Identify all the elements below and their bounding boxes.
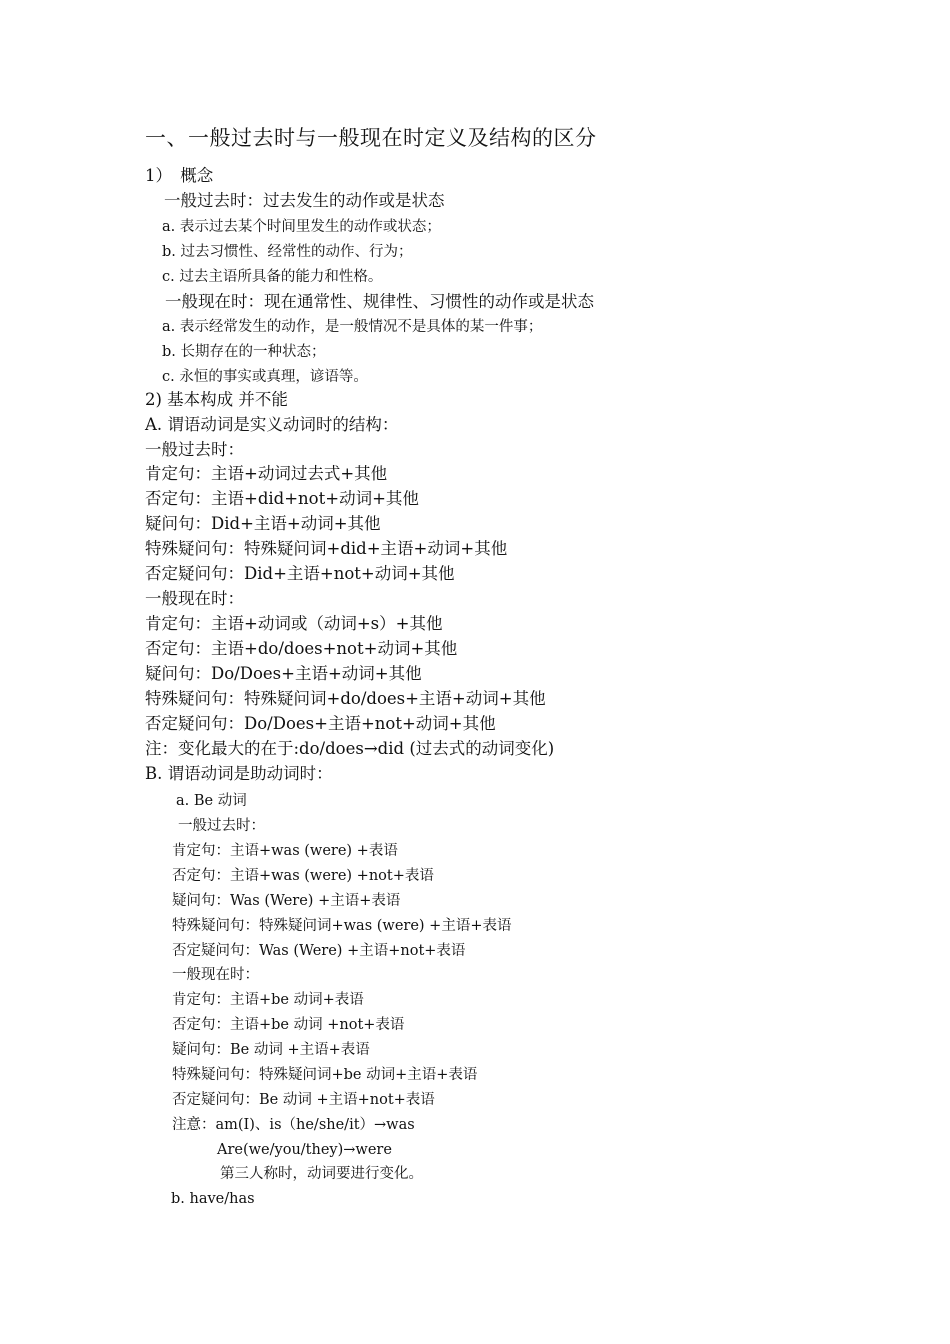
text-line: 一般现在时： <box>172 967 259 983</box>
text-line: 一般过去时：过去发生的动作或是状态 <box>164 191 445 210</box>
text-line: 肯定句：主语+was (were) +表语 <box>172 843 398 859</box>
text-line: B. 谓语动词是助动词时： <box>145 764 333 783</box>
text-line: 2) 基本构成 并不能 <box>145 390 288 409</box>
text-line: 否定疑问句：Be 动词 +主语+not+表语 <box>172 1092 435 1108</box>
text-line: b. 过去习惯性、经常性的动作、行为； <box>162 244 413 260</box>
text-line: a. 表示过去某个时间里发生的动作或状态； <box>162 219 441 235</box>
text-line: c. 过去主语所具备的能力和性格。 <box>162 269 383 285</box>
text-line: 否定句：主语+was (were) +not+表语 <box>172 868 434 884</box>
text-line: 一般过去时： <box>178 818 265 834</box>
text-line: 肯定句：主语+be 动词+表语 <box>172 992 364 1008</box>
text-line: a. Be 动词 <box>176 793 247 809</box>
section-title: 一、一般过去时与一般现在时定义及结构的区分 <box>145 126 597 150</box>
text-line: Are(we/you/they)→were <box>217 1142 392 1158</box>
text-line: 否定疑问句：Do/Does+主语+not+动词+其他 <box>145 714 496 733</box>
text-line: 肯定句：主语+动词过去式+其他 <box>145 464 388 483</box>
text-line: 特殊疑问句：特殊疑问词+was (were) +主语+表语 <box>172 918 512 934</box>
text-line: a. 表示经常发生的动作，是一般情况不是具体的某一件事； <box>162 319 543 335</box>
text-line: 第三人称时，动词要进行变化。 <box>220 1166 423 1182</box>
text-line: 否定句：主语+did+not+动词+其他 <box>145 489 419 508</box>
text-line: 特殊疑问句：特殊疑问词+did+主语+动词+其他 <box>145 539 508 558</box>
text-line: 疑问句：Did+主语+动词+其他 <box>145 514 381 533</box>
text-line: 一般过去时： <box>145 440 244 459</box>
text-line: 疑问句：Be 动词 +主语+表语 <box>172 1042 370 1058</box>
text-line: 一般现在时：现在通常性、规律性、习惯性的动作或是状态 <box>165 292 594 311</box>
text-line: 肯定句：主语+动词或（动词+s）+其他 <box>145 614 443 633</box>
text-line: 否定疑问句：Did+主语+not+动词+其他 <box>145 564 455 583</box>
text-line: b. 长期存在的一种状态； <box>162 344 326 360</box>
text-line: A. 谓语动词是实义动词时的结构： <box>145 415 399 434</box>
text-line: 一般现在时： <box>145 589 244 608</box>
text-line: 否定句：主语+be 动词 +not+表语 <box>172 1017 405 1033</box>
text-line: 疑问句：Was (Were) +主语+表语 <box>172 893 401 909</box>
text-line: 否定疑问句：Was (Were) +主语+not+表语 <box>172 943 466 959</box>
text-line: b. have/has <box>171 1191 255 1207</box>
text-line: 特殊疑问句：特殊疑问词+be 动词+主语+表语 <box>172 1067 478 1083</box>
text-line: 注：变化最大的在于:do/does→did (过去式的动词变化) <box>145 739 555 758</box>
text-line: 疑问句：Do/Does+主语+动词+其他 <box>145 664 422 683</box>
text-line: 特殊疑问句：特殊疑问词+do/does+主语+动词+其他 <box>145 689 546 708</box>
text-line: c. 永恒的事实或真理，谚语等。 <box>162 369 368 385</box>
text-line: 否定句：主语+do/does+not+动词+其他 <box>145 639 458 658</box>
text-line: 注意：am(I)、is（he/she/it）→was <box>172 1117 415 1133</box>
text-line: 1） 概念 <box>145 166 214 185</box>
